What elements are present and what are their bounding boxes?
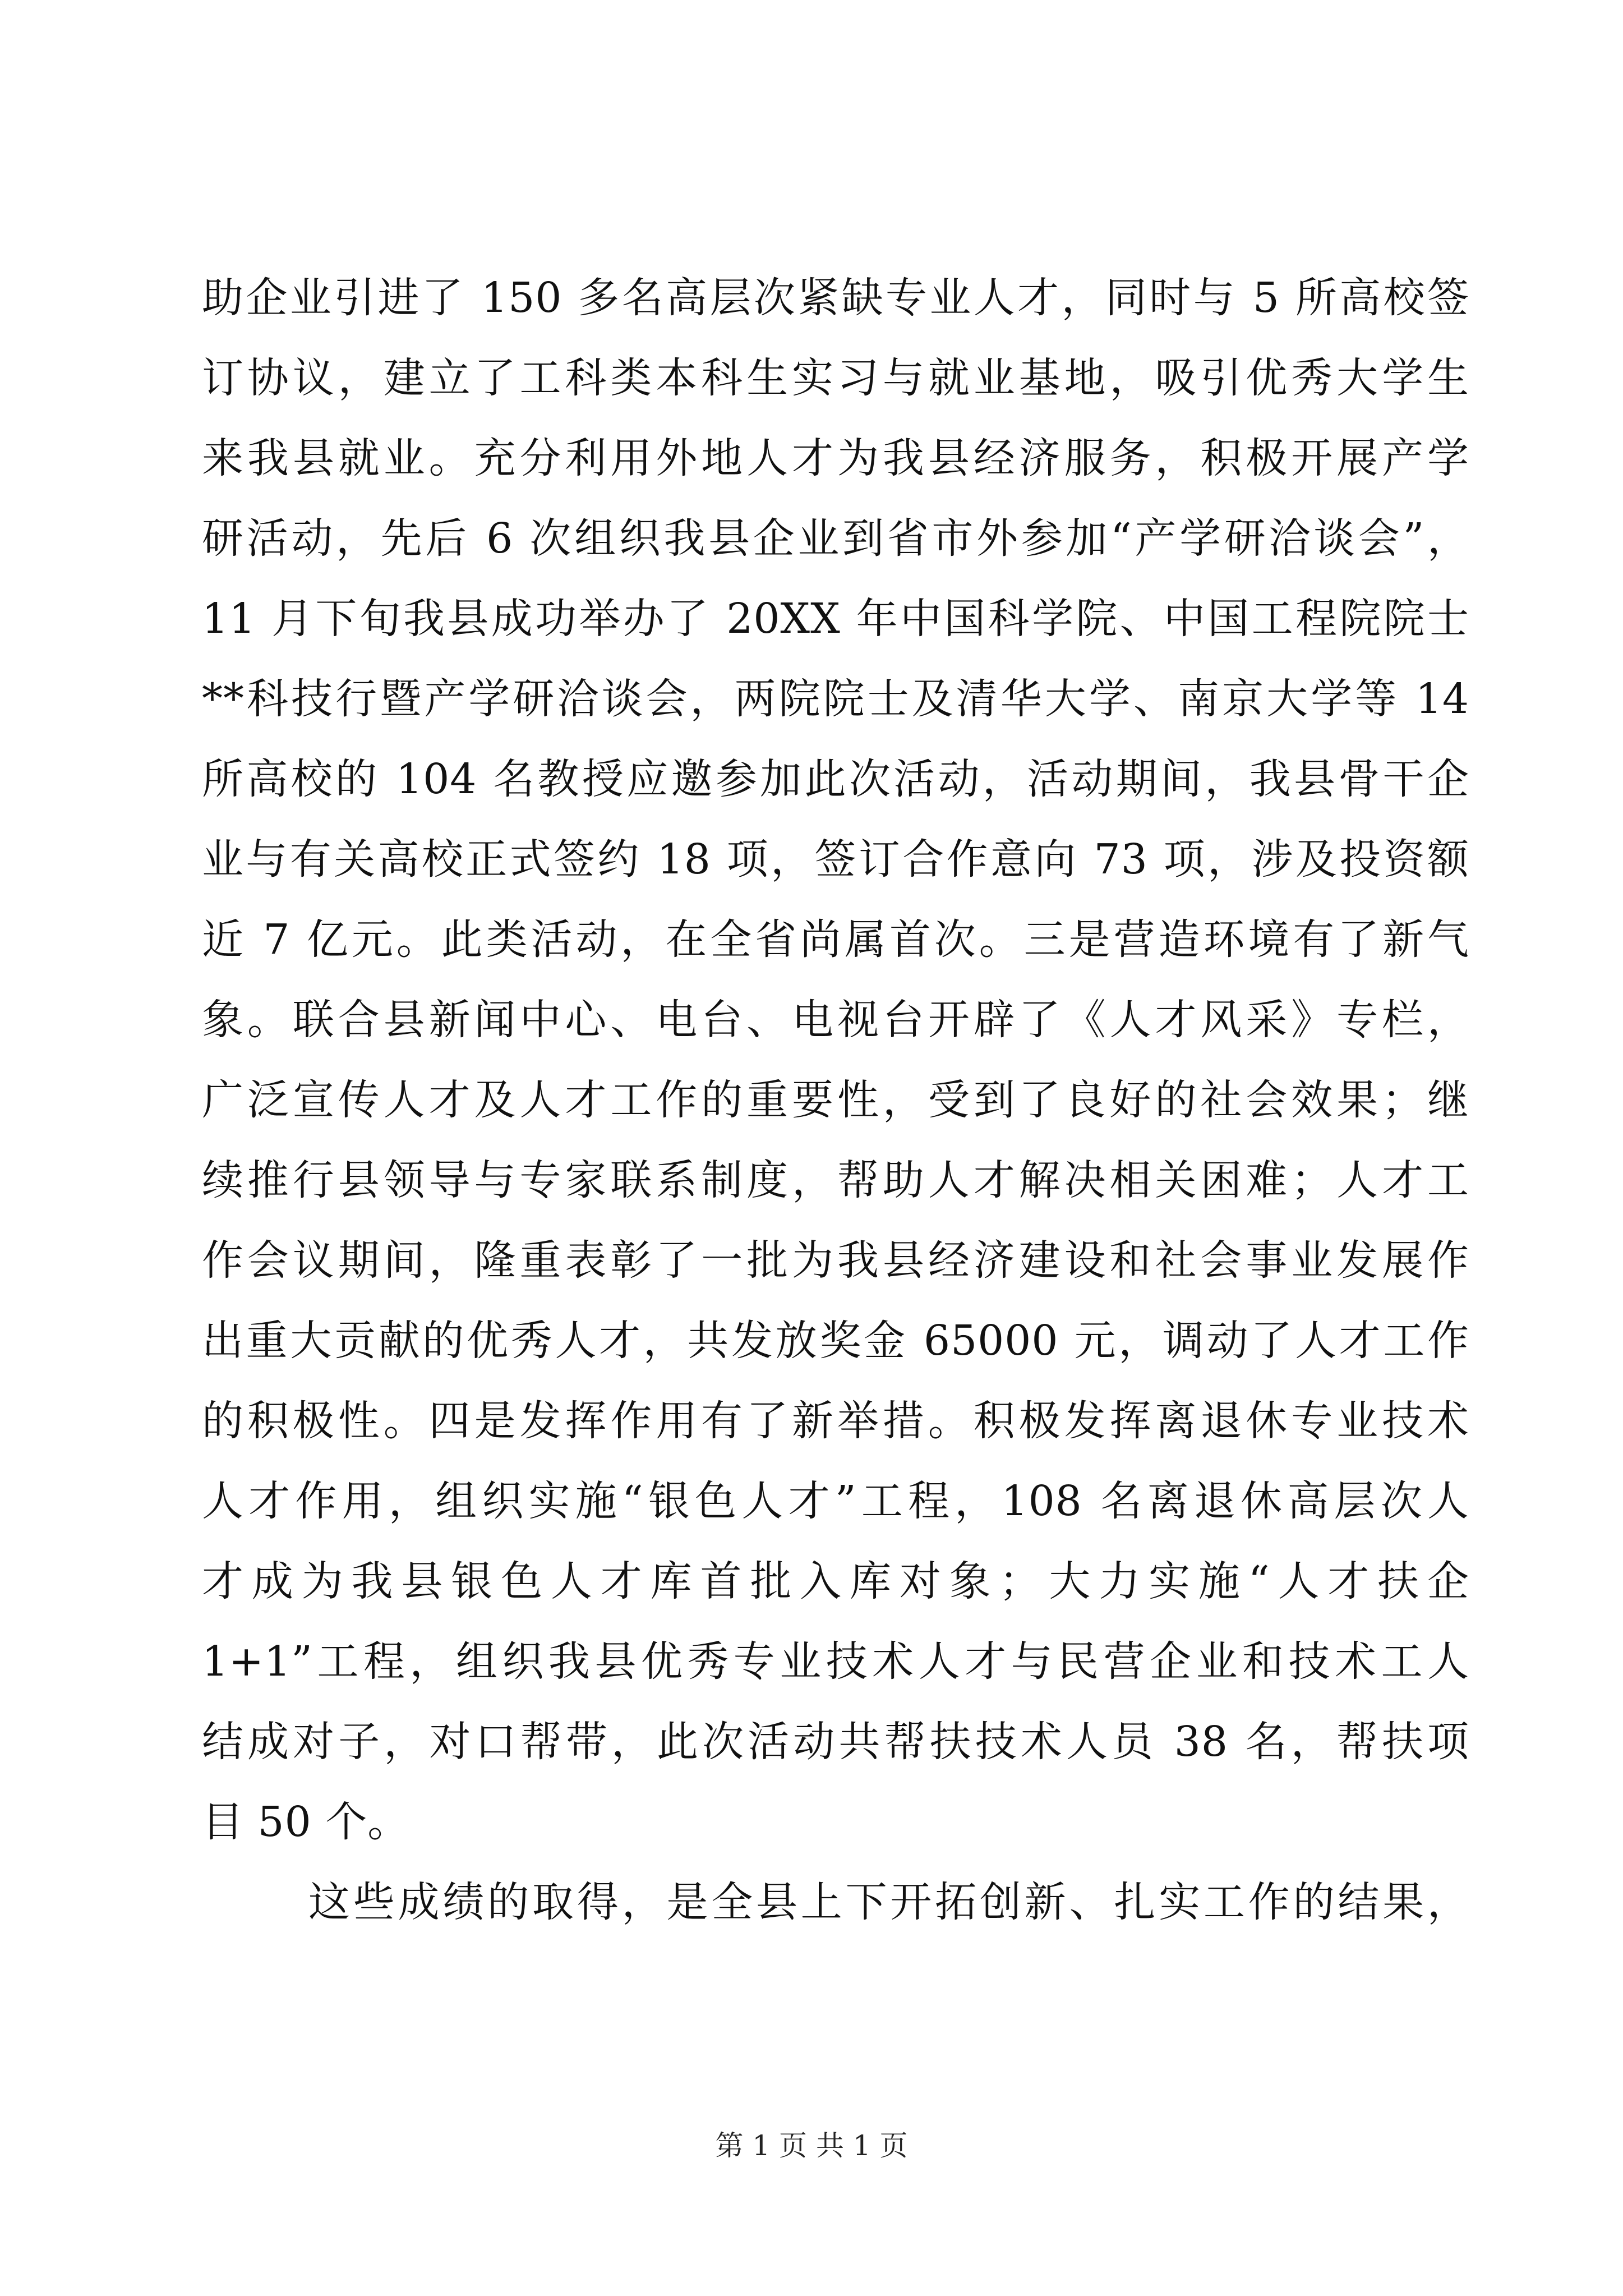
text-line-2: 订协议，建立了工科类本科生实习与就业基地，吸引优秀大学生	[202, 354, 1469, 402]
text-line-19: 结成对子，对口帮带，此次活动共帮扶技术人员 38 名，帮扶项	[202, 1718, 1469, 1766]
text-line-16: 人才作用，组织实施“银色人才”工程，108 名离退休高层次人	[202, 1477, 1469, 1525]
text-line-17: 才成为我县银色人才库首批入库对象；大力实施“人才扶企	[202, 1557, 1469, 1605]
text-line-7: 所高校的 104 名教授应邀参加此次活动，活动期间，我县骨干企	[202, 755, 1469, 803]
text-line-1: 助企业引进了 150 多名高层次紧缺专业人才，同时与 5 所高校签	[202, 274, 1469, 322]
text-line-11: 广泛宣传人才及人才工作的重要性，受到了良好的社会效果；继	[202, 1076, 1469, 1124]
body-text	[202, 258, 1469, 1943]
text-line-12: 续推行县领导与专家联系制度，帮助人才解决相关困难；人才工	[202, 1156, 1469, 1204]
text-line-6: **科技行暨产学研洽谈会，两院院士及清华大学、南京大学等 14	[202, 675, 1469, 723]
text-line-3: 来我县就业。充分利用外地人才为我县经济服务，积极开展产学	[202, 434, 1469, 482]
text-line-13: 作会议期间，隆重表彰了一批为我县经济建设和社会事业发展作	[202, 1236, 1469, 1285]
text-line-21: 这些成绩的取得，是全县上下开拓创新、扎实工作的结果，	[308, 1878, 1469, 1926]
text-line-20: 目 50 个。	[202, 1798, 410, 1846]
text-line-18: 1+1”工程，组织我县优秀专业技术人才与民营企业和技术工人	[202, 1637, 1469, 1686]
text-line-15: 的积极性。四是发挥作用有了新举措。积极发挥离退休专业技术	[202, 1397, 1469, 1445]
text-line-4: 研活动，先后 6 次组织我县企业到省市外参加“产学研洽谈会”，	[202, 514, 1469, 563]
text-line-10: 象。联合县新闻中心、电台、电视台开辟了《人才风采》专栏，	[202, 996, 1469, 1044]
page-footer: 第 1 页 共 1 页	[715, 2129, 908, 2162]
text-line-14: 出重大贡献的优秀人才，共发放奖金 65000 元，调动了人才工作	[202, 1317, 1469, 1365]
text-line-9: 近 7 亿元。此类活动，在全省尚属首次。三是营造环境有了新气	[202, 915, 1469, 964]
text-line-8: 业与有关高校正式签约 18 项，签订合作意向 73 项，涉及投资额	[202, 835, 1469, 884]
text-line-5: 11 月下旬我县成功举办了 20XX 年中国科学院、中国工程院院士	[202, 595, 1469, 643]
